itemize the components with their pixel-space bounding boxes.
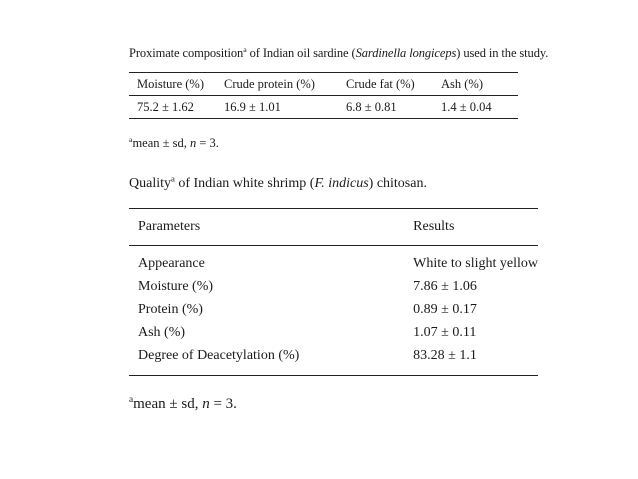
table2-caption-superscript: a bbox=[171, 173, 175, 184]
table2-result-cell: 83.28 ± 1.1 bbox=[405, 344, 538, 376]
table1-footnote-n-label: n bbox=[190, 136, 197, 150]
table2-footnote-text: mean ± sd, bbox=[133, 396, 203, 412]
table2-result-cell: White to slight yellow bbox=[413, 255, 538, 271]
table2-parameter-cell: Protein (%) bbox=[138, 301, 203, 317]
table1-caption-mid: of Indian oil sardine ( bbox=[246, 46, 356, 60]
table1-caption bbox=[129, 46, 548, 61]
proximate-composition-table bbox=[129, 72, 518, 119]
table2-parameter-cell: Ash (%) bbox=[138, 324, 186, 340]
table1-cell-ash: 1.4 ± 0.04 bbox=[441, 99, 492, 114]
table2-caption bbox=[129, 173, 427, 192]
table1-footnote-n-value: = 3. bbox=[196, 136, 219, 150]
table2-result-cell: 7.86 ± 1.06 bbox=[413, 278, 477, 294]
table1-caption-species: Sardinella longiceps bbox=[355, 46, 457, 60]
table-row bbox=[129, 298, 538, 321]
table1-cell-crude-protein: 16.9 ± 1.01 bbox=[224, 99, 281, 114]
chitosan-quality-table bbox=[129, 208, 538, 376]
table2-footnote-n-label: n bbox=[202, 396, 210, 412]
table1-footnote bbox=[129, 136, 219, 151]
table1-header-moisture: Moisture (%) bbox=[137, 76, 204, 91]
table2-footnote-n-value: = 3. bbox=[209, 396, 237, 412]
table2-footnote-superscript: a bbox=[129, 395, 134, 405]
table2-caption-tail: ) chitosan. bbox=[368, 176, 427, 191]
table2-caption-species: F. indicus bbox=[314, 176, 369, 191]
table-row bbox=[129, 275, 538, 298]
table-row bbox=[129, 344, 538, 376]
table1-caption-lead: Proximate composition bbox=[129, 46, 244, 60]
table2-caption-lead: Quality bbox=[129, 176, 171, 191]
table2-caption-mid: of Indian white shrimp ( bbox=[174, 176, 315, 191]
table-row bbox=[129, 321, 538, 344]
table1-caption-superscript: a bbox=[243, 44, 247, 54]
table2-result-cell: 0.89 ± 0.17 bbox=[413, 301, 477, 317]
table1-footnote-superscript: a bbox=[129, 134, 133, 144]
table2-result-cell: 1.07 ± 0.11 bbox=[413, 324, 477, 340]
table1-footnote-text: mean ± sd, bbox=[132, 136, 190, 150]
table2-parameter-cell: Degree of Deacetylation (%) bbox=[129, 344, 405, 376]
table1-header-row bbox=[129, 73, 518, 96]
table1-cell-moisture: 75.2 ± 1.62 bbox=[137, 99, 194, 114]
table2-header-row bbox=[129, 209, 538, 246]
table2-header-parameters: Parameters bbox=[138, 219, 201, 234]
table1-header-crude-protein: Crude protein (%) bbox=[224, 76, 315, 91]
table2-parameter-cell: Moisture (%) bbox=[138, 278, 214, 294]
table1-header-ash: Ash (%) bbox=[441, 76, 484, 91]
table2-header-results: Results bbox=[413, 219, 455, 234]
table1-cell-crude-fat: 6.8 ± 0.81 bbox=[346, 99, 397, 114]
table1-header-crude-fat: Crude fat (%) bbox=[346, 76, 415, 91]
table1-caption-tail: ) used in the study. bbox=[456, 46, 549, 60]
table-row bbox=[129, 96, 518, 119]
table2-footnote bbox=[129, 396, 237, 413]
table-row bbox=[129, 246, 538, 276]
table2-parameter-cell: Appearance bbox=[138, 255, 205, 271]
